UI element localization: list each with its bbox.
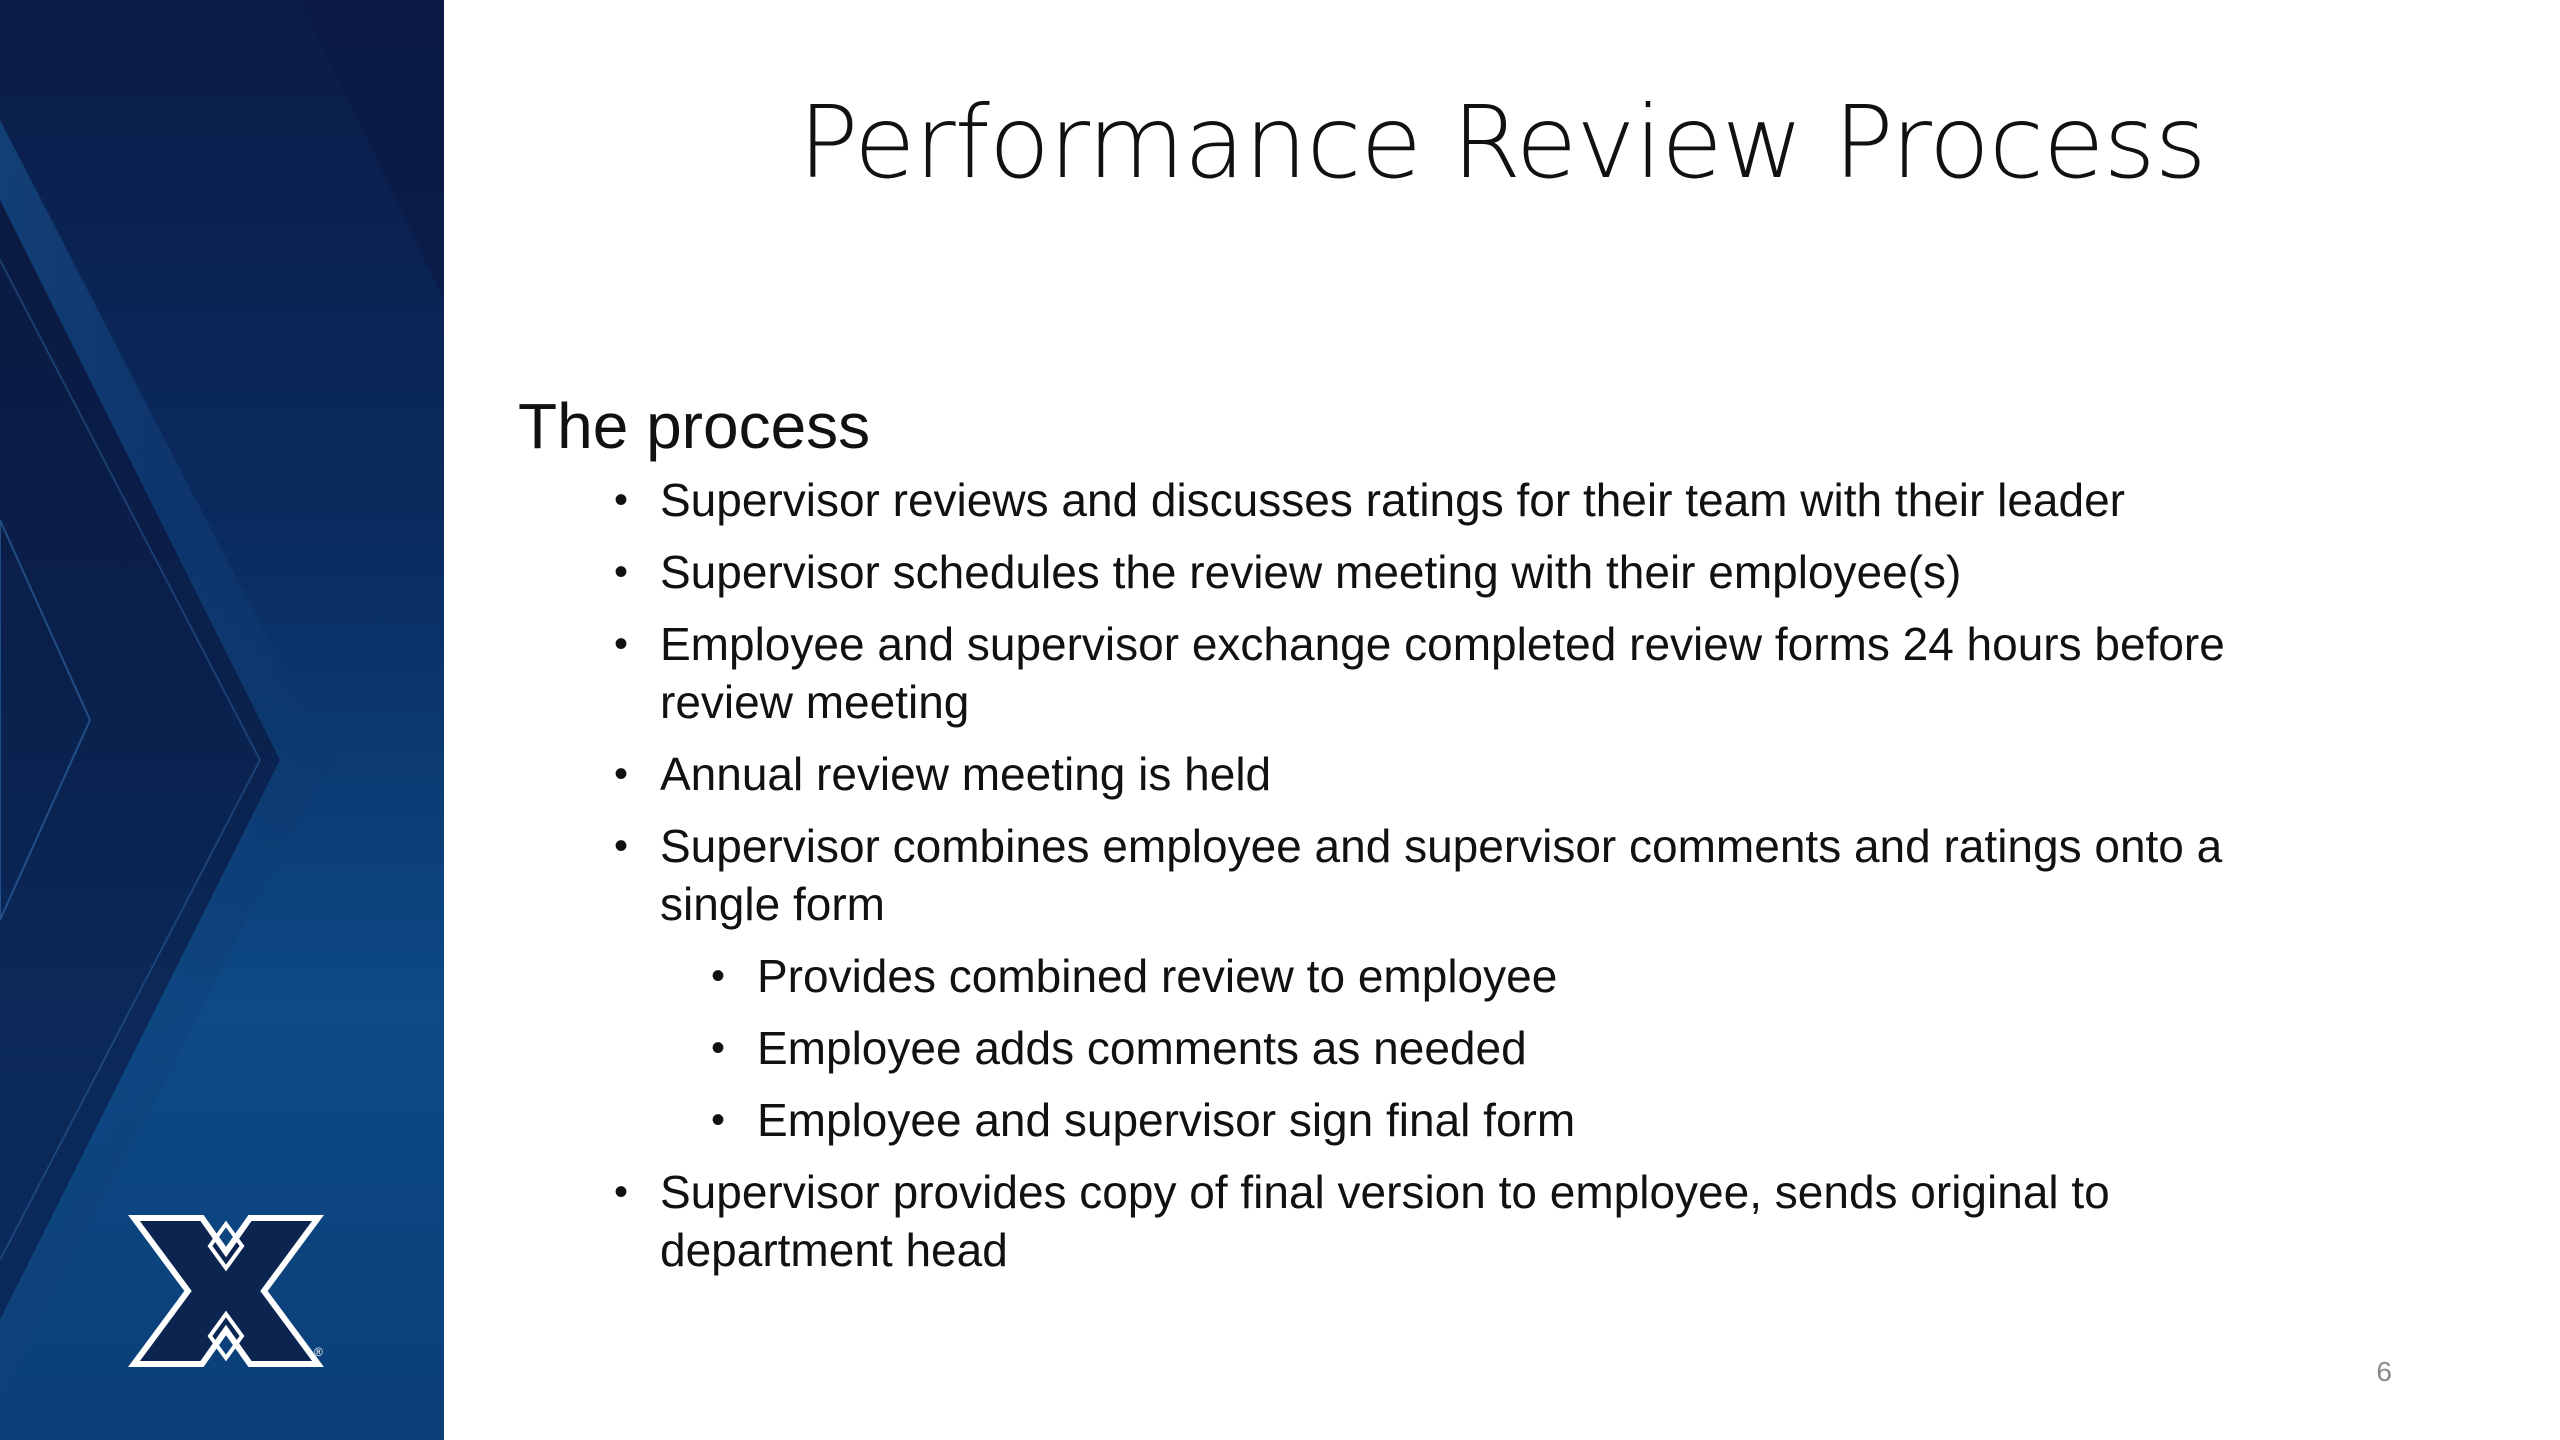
page-number: 6	[2376, 1356, 2392, 1387]
svg-text:®: ®	[314, 1345, 323, 1359]
sub-bullet-item: • Employee adds comments as needed	[757, 1019, 2350, 1077]
bullet-item: • Supervisor reviews and discusses ratings for their team with their leader	[660, 471, 2350, 529]
bullet-item: • Supervisor schedules the review meeting with their employee(s)	[660, 543, 2350, 601]
section-heading: The process	[518, 390, 871, 462]
bullet-item-text: Supervisor combines employee and supervisor comments and ratings onto a single form	[660, 820, 2223, 930]
bullet-item	[660, 817, 2350, 1149]
sub-bullet-list	[660, 947, 2350, 1149]
bullet-item: • Supervisor provides copy of final version to employee, sends original to department head	[660, 1163, 2350, 1279]
bullet-list	[518, 471, 2418, 1279]
bullet-item: • Annual review meeting is held	[660, 745, 2350, 803]
slide-title: Performance Review Process	[798, 84, 2206, 201]
x-monogram-logo-icon	[128, 1212, 324, 1370]
slide-body	[518, 385, 2418, 1293]
bullet-item: • Employee and supervisor exchange completed review forms 24 hours before review meeting	[660, 615, 2350, 731]
sub-bullet-item: • Provides combined review to employee	[757, 947, 2350, 1005]
decorative-side-panel	[0, 0, 444, 1440]
sub-bullet-item: • Employee and supervisor sign final form	[757, 1091, 2350, 1149]
